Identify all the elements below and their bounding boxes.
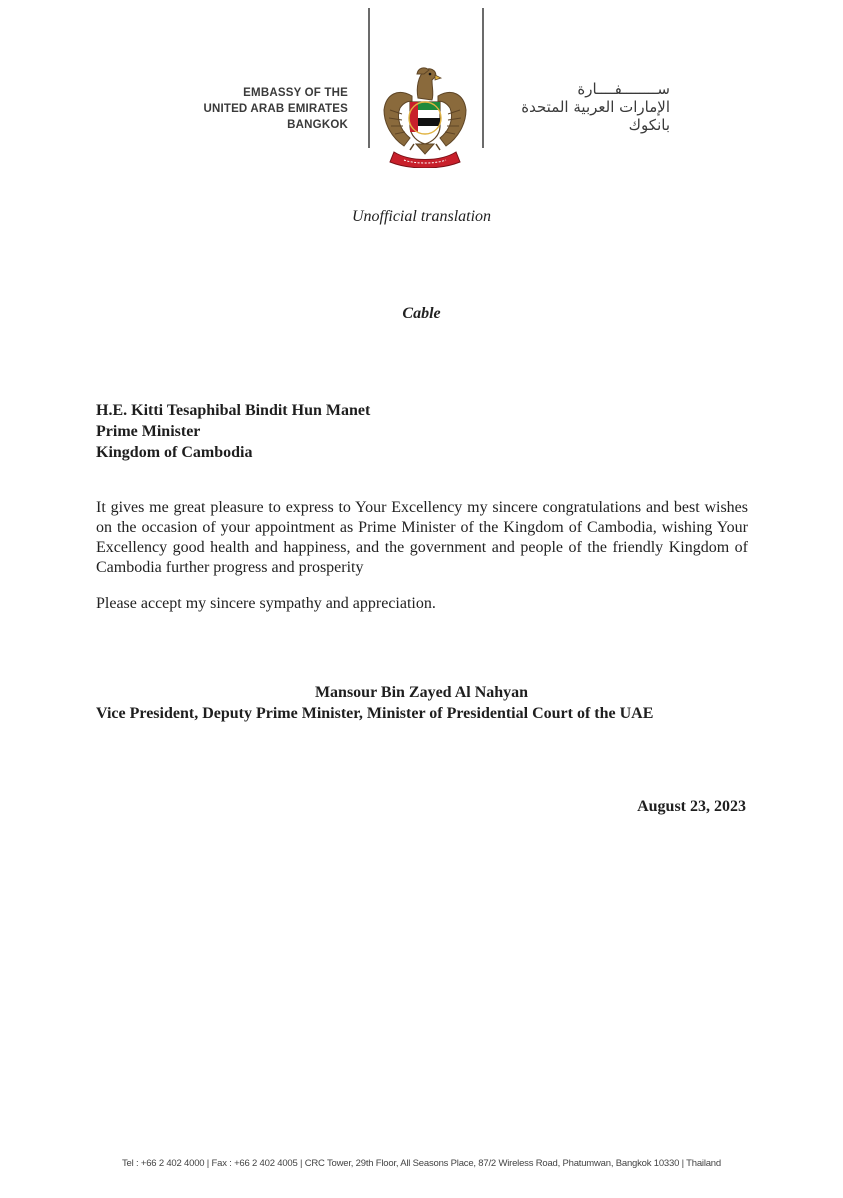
signatory-name: Mansour Bin Zayed Al Nahyan (314, 684, 529, 701)
letter-date: August 23, 2023 (637, 798, 746, 815)
signatory-title: Vice President, Deputy Prime Minister, Minister of Presidential Court of the UAE (96, 705, 654, 722)
recipient-name: H.E. Kitti Tesaphibal Bindit Hun Manet (96, 402, 371, 419)
embassy-ar-line-1: ســــــــفــــارة (577, 80, 670, 98)
embassy-ar-line-2: الإمارات العربية المتحدة (521, 98, 670, 116)
header-divider-right (482, 8, 484, 148)
recipient-position: Prime Minister (96, 423, 201, 440)
embassy-line-3: BANGKOK (287, 119, 348, 131)
embassy-name-arabic (500, 80, 670, 134)
translation-note: Unofficial translation (351, 208, 492, 225)
header-divider-left (368, 8, 370, 148)
document-type: Cable (402, 305, 441, 322)
contact-footer: Tel : +66 2 402 4000 | Fax : +66 2 402 4005 | CRC Tower, 29th Floor, All Seasons Place, 87/2 Wireless Road, Phatumwan, Bangkok 10330 | Thailand (122, 1158, 721, 1169)
embassy-name-english (128, 85, 348, 133)
uae-falcon-emblem-icon (380, 58, 470, 168)
recipient-country: Kingdom of Cambodia (96, 444, 253, 461)
embassy-ar-line-3: بانكوك (628, 116, 670, 134)
embassy-line-2: UNITED ARAB EMIRATES (203, 103, 348, 115)
letter-body: It gives me great pleasure to express to Your Excellency my sincere congratulations and best wishes on the occasion of your appointment as Prime Minister of the Kingdom of Cambodia, wishing Your Excellency good health and happiness, and the government and people of the friendly Kingdom of Cambodia further progress and prosperity (96, 499, 748, 576)
embassy-line-1: EMBASSY OF THE (243, 87, 348, 99)
letter-closing: Please accept my sincere sympathy and appreciation. (96, 595, 436, 612)
recipient-block (96, 400, 370, 463)
